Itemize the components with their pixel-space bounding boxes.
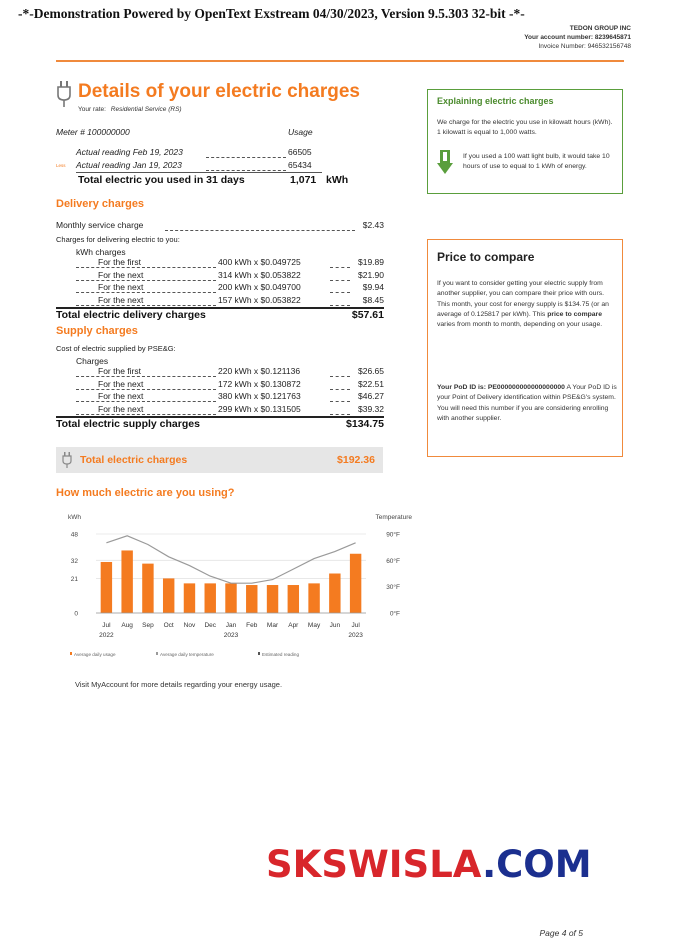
- x-tick-label: Oct: [163, 622, 174, 629]
- compare-text-1: [437, 279, 617, 330]
- leader-dots: [206, 170, 286, 171]
- delivery-row-amount: $8.45: [362, 294, 384, 305]
- invoice-number: Invoice Number: 946532156748: [538, 43, 631, 50]
- leader-dots: [330, 376, 350, 377]
- bulb-icon: [437, 150, 453, 174]
- x-tick-label: Feb: [246, 622, 258, 629]
- y2-tick-label: 90°F: [386, 531, 400, 539]
- y-tick-label: 32: [70, 557, 78, 565]
- supply-row-label: For the next: [98, 378, 144, 389]
- watermark-domain: .COM: [482, 843, 592, 886]
- y-tick-label: 21: [70, 575, 78, 583]
- leader-dots: [330, 292, 350, 293]
- meter-label: Meter # 100000000: [56, 127, 130, 137]
- explaining-text-2: If you used a 100 watt light bulb, it would take 10 hours of use to equal to 1 kWh of energy.: [463, 153, 610, 170]
- x-tick-label: Jul: [351, 622, 360, 629]
- supply-charges-label: Charges: [76, 356, 109, 366]
- kwh-charges-label: kWh charges: [76, 247, 126, 257]
- total-charges-value: $192.36: [337, 454, 375, 466]
- x-tick-label: Aug: [121, 622, 133, 629]
- x-year-label: 2022: [99, 632, 114, 639]
- legend-swatch: [156, 652, 158, 655]
- total-charges-bar: [56, 447, 383, 473]
- supply-total-label: Total electric supply charges: [56, 418, 200, 430]
- plug-icon: [56, 81, 72, 107]
- supply-heading: Supply charges: [56, 325, 138, 337]
- supply-row-calc: 220 kWh x $0.121136: [218, 366, 301, 376]
- page-number: Page 4 of 5: [539, 928, 583, 938]
- explaining-text-1: We charge for the electric you use in kilowatt hours (kWh). 1 kilowatt is equal to 1,000 watts.: [437, 119, 613, 136]
- company-info: [524, 24, 631, 51]
- reading-feb-value: 66505: [288, 147, 312, 157]
- pod-id: Your PoD ID is: PE000000000000000000: [437, 384, 565, 391]
- usage-bar: [225, 583, 236, 613]
- compare-heading: Price to compare: [437, 250, 535, 264]
- y2-tick-label: 60°F: [386, 557, 400, 565]
- usage-chart: [56, 507, 416, 679]
- leader-dots: [330, 267, 350, 268]
- delivery-heading: Delivery charges: [56, 198, 145, 210]
- rate-value: Residential Service (RS): [110, 106, 182, 113]
- leader-dots: [330, 414, 350, 415]
- usage-bar: [101, 562, 112, 613]
- y-tick-label: 48: [70, 531, 78, 539]
- leader-dots: [330, 280, 350, 281]
- legend-label: Average daily usage: [74, 652, 116, 657]
- legend-swatch: [258, 652, 260, 655]
- supply-total-value: $134.75: [346, 418, 384, 430]
- usage-bar: [121, 550, 132, 613]
- reading-feb-label: Actual reading Feb 19, 2023: [76, 147, 183, 157]
- y-tick-label: 0: [74, 610, 78, 618]
- watermark-main: SKSWISLA: [266, 843, 483, 886]
- delivery-row-calc: 400 kWh x $0.049725: [218, 257, 301, 267]
- supply-row-calc: 172 kWh x $0.130872: [218, 378, 301, 389]
- supply-row-label: For the next: [98, 403, 144, 414]
- delivery-row-calc: 314 kWh x $0.053822: [218, 269, 301, 280]
- x-year-label: 2023: [348, 632, 363, 639]
- x-tick-label: Nov: [183, 622, 196, 629]
- legend-label: Average daily temperature: [160, 652, 214, 657]
- delivery-row-label: For the next: [98, 294, 144, 305]
- usage-bar: [329, 574, 340, 614]
- x-tick-label: Dec: [204, 622, 217, 629]
- account-number: Your account number: 8239645871: [524, 34, 631, 41]
- total-used-value: 1,071: [290, 174, 317, 186]
- total-used-label: Total electric you used in 31 days: [78, 174, 245, 186]
- watermark: [266, 843, 592, 886]
- x-tick-label: Jan: [225, 622, 237, 629]
- delivery-row-amount: $19.89: [358, 257, 384, 267]
- total-used-unit: kWh: [326, 174, 349, 186]
- supply-row-calc: 380 kWh x $0.121763: [218, 391, 301, 401]
- visit-myaccount-text: Visit MyAccount for more details regarding your energy usage.: [75, 680, 283, 689]
- page-title: Details of your electric charges: [78, 81, 360, 102]
- total-charges-label: Total electric charges: [80, 454, 188, 466]
- rate-label: Your rate:: [78, 106, 106, 113]
- compare-text-b: varies from month to month, depending on your usage.: [437, 321, 603, 329]
- leader-dots: [330, 401, 350, 402]
- compare-text-a: If you want to consider getting your electric supply from another supplier, you can compare their price with ours. This month, your cost for energy supply is $134.75 (or an average of 0.125817 per kWh). This: [437, 280, 609, 318]
- chart-title: How much electric are you using?: [56, 487, 235, 499]
- supply-row-label: For the first: [98, 366, 141, 376]
- leader-dots: [206, 157, 286, 158]
- service-charge-value: $2.43: [362, 220, 384, 230]
- x-tick-label: Apr: [288, 622, 299, 629]
- less-label: Less: [56, 163, 66, 168]
- leader-dots: [76, 305, 216, 306]
- pod-explanation: A Your PoD ID is your Point of Delivery identification within PSE&G's system. You will need this number if you are considering enrolling with another supplier.: [437, 384, 617, 422]
- leader-dots: [76, 280, 216, 281]
- supply-row-amount: $39.32: [358, 403, 384, 414]
- usage-bar: [142, 564, 153, 613]
- supply-row-calc: 299 kWh x $0.131505: [218, 403, 301, 414]
- leader-dots: [76, 389, 216, 390]
- supply-row-amount: $26.65: [358, 366, 384, 376]
- x-year-label: 2023: [223, 632, 239, 639]
- header-divider: [56, 60, 624, 62]
- reading-jan-label: Actual reading Jan 19, 2023: [76, 160, 182, 170]
- leader-dots: [76, 267, 216, 268]
- supply-row-amount: $22.51: [358, 378, 384, 389]
- delivery-row-label: For the first: [98, 257, 141, 267]
- x-tick-label: Jun: [329, 622, 341, 629]
- company-name: TEDON GROUP INC: [569, 25, 631, 32]
- leader-dots: [165, 230, 355, 231]
- compare-text-2: [437, 383, 617, 424]
- supply-row-label: For the next: [98, 391, 144, 401]
- delivery-row-calc: 157 kWh x $0.053822: [218, 294, 301, 305]
- usage-bar: [350, 554, 361, 613]
- leader-dots: [330, 389, 350, 390]
- leader-dots: [76, 292, 216, 293]
- x-tick-label: Mar: [266, 622, 279, 629]
- service-charge-label: Monthly service charge: [56, 220, 144, 230]
- usage-bar: [267, 585, 278, 613]
- leader-dots: [76, 376, 216, 377]
- delivery-row-calc: 200 kWh x $0.049700: [218, 282, 301, 292]
- explaining-charges-box: [427, 89, 623, 194]
- delivery-row-amount: $9.94: [362, 282, 384, 292]
- usage-bar: [205, 583, 216, 613]
- delivery-row-label: For the next: [98, 282, 144, 292]
- leader-dots: [76, 414, 216, 415]
- usage-bar: [308, 583, 319, 613]
- leader-dots: [76, 401, 216, 402]
- meter-divider: [76, 172, 322, 173]
- supply-cost-of: Cost of electric supplied by PSE&G:: [56, 344, 176, 353]
- delivery-total-label: Total electric delivery charges: [56, 309, 206, 321]
- usage-bar: [184, 583, 195, 613]
- y2-tick-label: 30°F: [386, 584, 400, 592]
- y-axis-label: kWh: [68, 514, 81, 521]
- rate-line: [78, 106, 182, 113]
- usage-bar: [163, 578, 174, 613]
- delivery-charges-for: Charges for delivering electric to you:: [56, 235, 180, 244]
- usage-bar: [288, 585, 299, 613]
- usage-bar: [246, 585, 257, 613]
- legend-swatch: [70, 652, 72, 655]
- delivery-row-label: For the next: [98, 269, 144, 280]
- compare-text-bold: price to compare: [547, 310, 602, 318]
- reading-jan-value: 65434: [288, 160, 312, 170]
- delivery-row-amount: $21.90: [358, 269, 384, 280]
- x-tick-label: Sep: [142, 622, 154, 629]
- demo-banner: -*-Demonstration Powered by OpenText Exstream 04/30/2023, Version 9.5.303 32-bit -*-: [18, 6, 525, 21]
- x-tick-label: May: [307, 622, 321, 629]
- leader-dots: [330, 305, 350, 306]
- legend-label: Estimated reading: [262, 652, 300, 657]
- supply-row-amount: $46.27: [358, 391, 384, 401]
- x-tick-label: Jul: [102, 622, 111, 629]
- delivery-total-value: $57.61: [351, 309, 384, 321]
- y2-tick-label: 0°F: [389, 610, 400, 618]
- explaining-heading: Explaining electric charges: [437, 96, 554, 106]
- usage-label: Usage: [288, 127, 313, 137]
- y2-axis-label: Temperature: [375, 514, 412, 521]
- price-to-compare-box: [427, 239, 623, 457]
- plug-icon: [62, 452, 72, 468]
